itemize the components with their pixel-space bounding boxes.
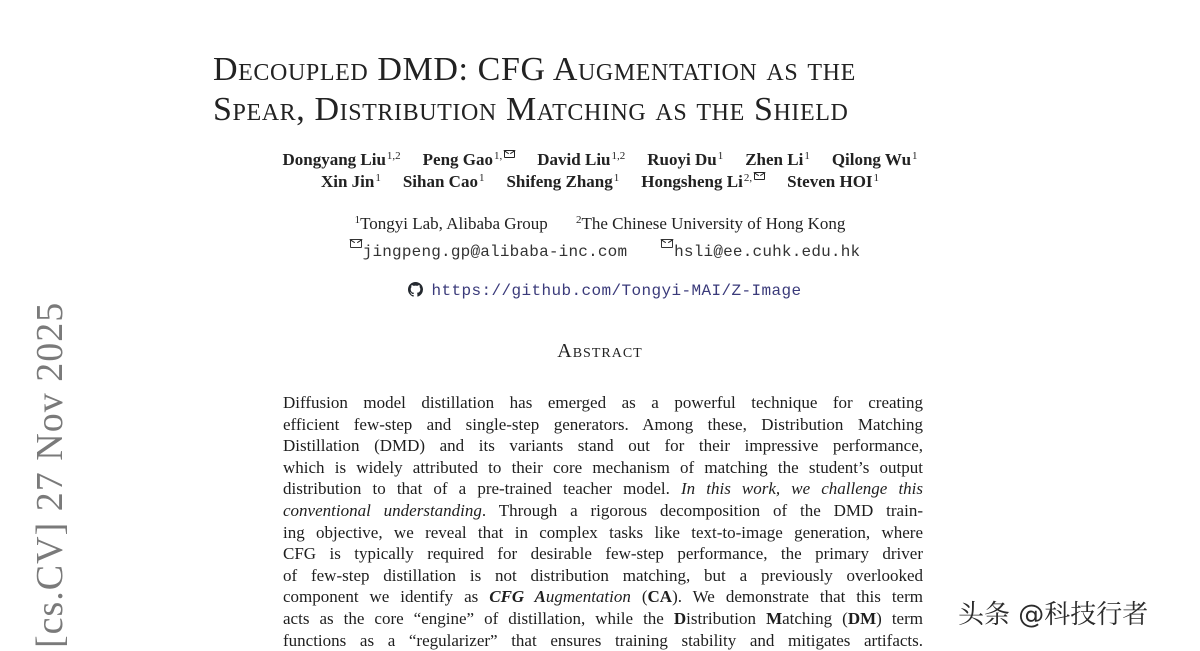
title-line-2: Spear, Distribution Matching as the Shield: [213, 91, 849, 128]
author-name: Xin Jin: [320, 172, 375, 191]
abstract-line: [283, 392, 923, 414]
abstract-text: In this work, we challenge this: [681, 479, 924, 499]
author-affiliation-sup: 1,2: [386, 150, 401, 162]
email-text: jingpeng.gp@alibaba-inc.com: [362, 243, 628, 261]
paper-title: [213, 50, 1013, 130]
abstract-line: [283, 500, 923, 522]
affiliation-sup: 2: [575, 214, 582, 226]
abstract-line: [283, 586, 923, 608]
affiliations: [200, 214, 1000, 234]
abstract-body: [283, 392, 923, 651]
author-name: Shifeng Zhang: [506, 172, 613, 191]
abstract-text: distribution to that of a pre-trained teacher model.: [283, 479, 681, 499]
abstract-text: of few-step distillation is not distribution matching, but a previously overlooked: [283, 565, 923, 585]
authors-row-2: [180, 172, 1020, 192]
author: [641, 172, 765, 192]
abstract-text: component we identify as: [283, 587, 490, 607]
abstract-line: [283, 543, 923, 565]
author-name: Ruoyi Du: [647, 150, 717, 169]
author: [647, 150, 723, 170]
email-2[interactable]: [661, 243, 860, 261]
abstract-text: ugmentation: [545, 587, 631, 607]
author: [832, 150, 918, 170]
watermark: 头条 @科技行者: [958, 600, 1149, 630]
mail-icon: [350, 239, 362, 248]
arxiv-stamp: [cs.CV] 27 Nov 2025: [29, 301, 71, 648]
abstract-text: ). We demonstrate that this term: [672, 587, 923, 607]
abstract-line: [283, 435, 923, 457]
abstract-text: CA: [647, 587, 673, 607]
author: [403, 172, 485, 192]
emails: [200, 239, 1010, 261]
author: [745, 150, 810, 170]
affiliation-2: [576, 214, 845, 233]
author-affiliation-sup: 1: [912, 150, 918, 162]
author-name: Qilong Wu: [831, 150, 912, 169]
author: [506, 172, 619, 192]
abstract-text: DM: [847, 608, 877, 628]
author-affiliation-sup: 1: [375, 172, 381, 184]
abstract-text: conventional understanding: [283, 500, 482, 520]
abstract-text: M: [766, 608, 783, 628]
email-1[interactable]: [350, 243, 628, 261]
abstract-text: efficient few-step and single-step generators. Among these, Distribution Matching: [283, 414, 923, 434]
email-text: hsli@ee.cuhk.edu.hk: [674, 243, 861, 261]
abstract-heading: Abstract: [557, 340, 643, 362]
affiliation-name: Tongyi Lab, Alibaba Group: [360, 214, 548, 233]
author-affiliation-sup: 1,: [494, 150, 503, 162]
abstract-text: CFG A: [489, 587, 546, 607]
author-name: Dongyang Liu: [282, 150, 386, 169]
abstract-line: [283, 522, 923, 544]
author-affiliation-sup: 2,: [743, 172, 753, 184]
repo-link[interactable]: [200, 282, 1010, 300]
abstract-text: Diffusion model distillation has emerged as a powerful technique for creating: [283, 393, 923, 412]
author-name: Peng Gao: [422, 150, 494, 169]
author-affiliation-sup: 1: [873, 172, 880, 184]
abstract-text: ing objective, we reveal that in complex tasks like text-to-image generation, where: [283, 522, 923, 542]
author: [423, 150, 516, 170]
author-affiliation-sup: 1: [804, 150, 810, 162]
abstract-text: (: [630, 587, 648, 607]
abstract-text: atching (: [782, 608, 848, 628]
abstract-text: ) term: [876, 608, 923, 628]
author-affiliation-sup: 1,2: [611, 150, 626, 162]
abstract-line: [283, 414, 923, 436]
affiliation-1: [355, 214, 548, 233]
abstract-text: D: [673, 608, 687, 628]
author-name: Zhen Li: [745, 150, 804, 169]
author-affiliation-sup: 1: [717, 150, 724, 162]
abstract-text: Distillation (DMD) and its variants stand out for their impressive performance,: [283, 436, 923, 456]
author-name: Sihan Cao: [402, 172, 478, 191]
abstract-line: [283, 608, 923, 630]
title-line-1: Decoupled DMD: CFG Augmentation as the: [213, 51, 856, 88]
author-name: David Liu: [537, 150, 611, 169]
abstract-text: functions as a “regularizer” that ensures training stability and mitigates artifacts.: [283, 630, 923, 650]
author: [282, 150, 400, 170]
abstract-line: [283, 457, 923, 479]
authors-row-1: [180, 150, 1020, 170]
repo-url: https://github.com/Tongyi-MAI/Z-Image: [431, 282, 802, 300]
author-name: Hongsheng Li: [641, 172, 743, 191]
mail-icon: [754, 172, 765, 180]
author: [321, 172, 381, 192]
author-name: Steven HOI: [787, 172, 873, 191]
abstract-line: [283, 478, 923, 500]
abstract-text: istribution: [686, 608, 767, 628]
abstract-line: [283, 565, 923, 587]
affiliation-name: The Chinese University of Hong Kong: [581, 214, 846, 233]
author-affiliation-sup: 1: [478, 172, 485, 184]
abstract-text: CFG is typically required for desirable few-step performance, the primary driver: [283, 544, 923, 564]
mail-icon: [504, 150, 515, 158]
abstract-text: acts as the core “engine” of distillation, while the: [283, 608, 674, 628]
github-icon: [408, 282, 423, 297]
author: [537, 150, 625, 170]
abstract-text: which is widely attributed to their core mechanism of matching the student’s output: [283, 457, 923, 477]
abstract-text: . Through a rigorous decomposition of the DMD train-: [481, 500, 923, 520]
affiliation-sup: 1: [354, 214, 361, 226]
mail-icon: [661, 239, 673, 248]
author-affiliation-sup: 1: [613, 172, 620, 184]
author: [787, 172, 879, 192]
